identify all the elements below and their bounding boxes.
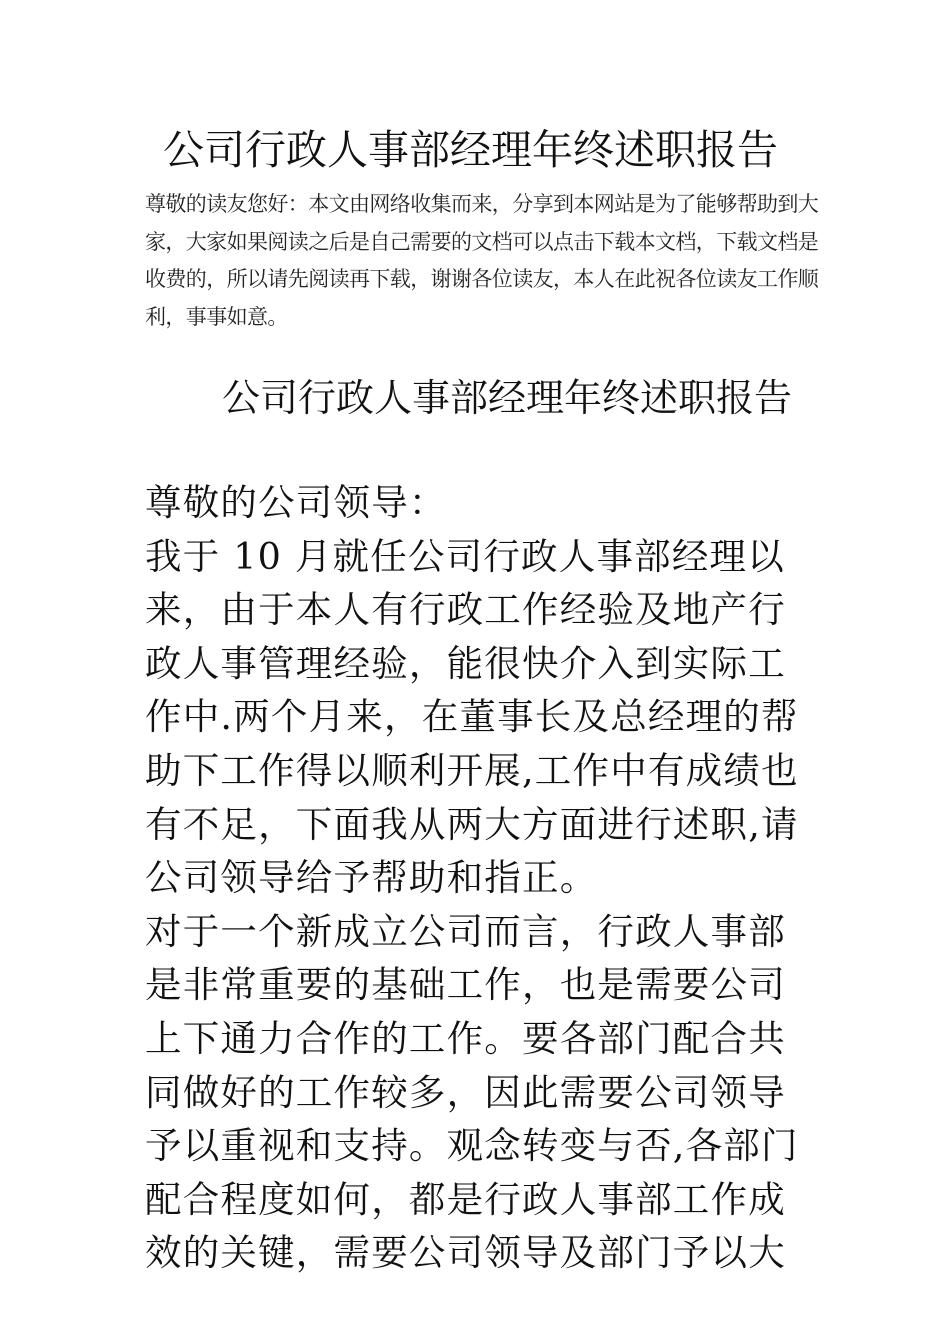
body-line: 予以重视和支持。观念转变与否,各部门	[145, 1124, 799, 1168]
body-line: 同做好的工作较多，因此需要公司领导	[145, 1070, 786, 1114]
body-line: 对于一个新成立公司而言，行政人事部	[145, 909, 786, 953]
body-line: 政人事管理经验，能很快介入到实际工	[145, 641, 786, 685]
body-line: 配合程度如何，都是行政人事部工作成	[145, 1177, 786, 1221]
body-line: 是非常重要的基础工作，也是需要公司	[145, 963, 786, 1007]
notice-line: 尊敬的读友您好：本文由网络收集而来，分享到本网站是为了能够帮助到大	[145, 192, 819, 216]
notice-line: 利，事事如意。	[145, 304, 288, 329]
body-line: 作中.两个月来，在董事长及总经理的帮	[145, 695, 799, 739]
body-line: 我于 10 月就任公司行政人事部经理以	[145, 534, 785, 578]
salutation: 尊敬的公司领导：	[145, 481, 447, 524]
body-line: 公司领导给予帮助和指正。	[145, 856, 598, 900]
body-line: 助下工作得以顺利开展,工作中有成绩也	[145, 748, 799, 792]
reader-notice	[145, 186, 819, 336]
notice-line: 家，大家如果阅读之后是自己需要的文档可以点击下载本文档，下载文档是	[145, 229, 819, 254]
notice-line: 收费的，所以请先阅读再下载，谢谢各位读友，本人在此祝各位读友工作顺	[145, 267, 819, 291]
body-line: 来，由于本人有行政工作经验及地产行	[145, 588, 786, 632]
body-line: 有不足，下面我从两大方面进行述职,请	[145, 802, 799, 846]
body-line: 效的关键，需要公司领导及部门予以大	[145, 1231, 786, 1275]
report-title: 公司行政人事部经理年终述职报告	[222, 376, 793, 420]
report-body	[145, 476, 825, 1280]
body-line: 上下通力合作的工作。要各部门配合共	[145, 1016, 786, 1060]
document-title: 公司行政人事部经理年终述职报告	[163, 126, 778, 174]
